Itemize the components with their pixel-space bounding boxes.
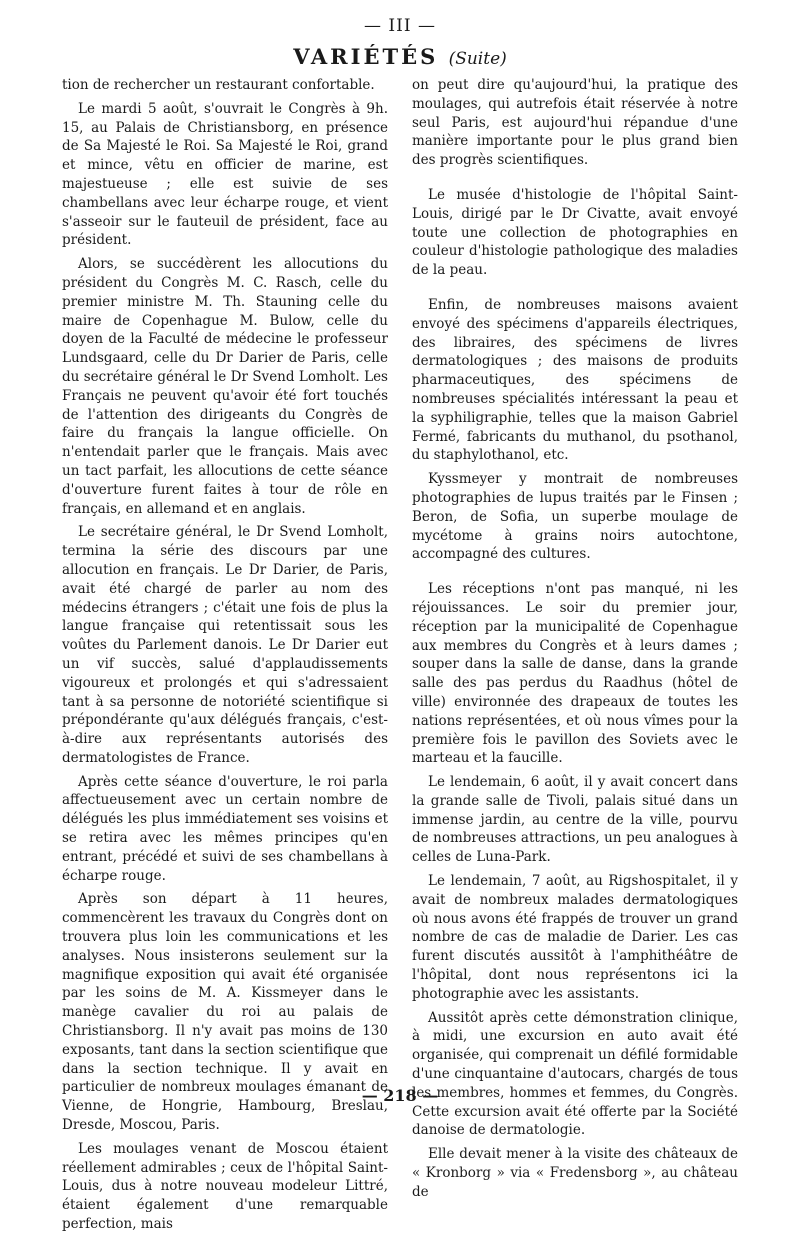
paragraph: Alors, se succédèrent les allocutions du président du Congrès M. C. Rasch, celle du premier ministre M. Th. Stauning celle du maire de Copenhague M. Bulow, celle du doyen de la Faculté de médecine le professeur Lundsgaard, celle du Dr Darier de Paris, celle du secrétaire général le Dr Svend Lomholt. Les Français ne peuvent qu'avoir été fort touchés de l'attention des dirigeants du Congrès de faire du français la langue officielle. On n'entendait parler que le français. Mais avec un tact parfait, les allocutions de cette séance d'ouverture furent faites à tour de rôle en français, en allemand et en anglais. bbox=[62, 256, 388, 517]
paragraph: Les réceptions n'ont pas manqué, ni les réjouissances. Le soir du premier jour, réception par la municipalité de Copenhague aux membres du Congrès et à leurs dames ; souper dans la salle de danse, dans la grande salle des pas perdus du Raadhus (hôtel de ville) environnée des drapeaux de toutes les nations représentées, et où nous vîmes pour la première fois le pavillon des Soviets avec le marteau et la faucille. bbox=[412, 581, 738, 767]
paragraph: Le lendemain, 6 août, il y avait concert dans la grande salle de Tivoli, palais situé dans un immense jardin, au centre de la ville, pourvu de nombreuses attractions, un peu analogues à celles de Luna-Park. bbox=[412, 774, 738, 866]
page-number-top: — III — bbox=[364, 16, 436, 36]
paragraph: Le musée d'histologie de l'hôpital Saint-Louis, dirigé par le Dr Civatte, avait envoyé toute une collection de photographies en couleur d'histologie pathologique des maladies de la peau. bbox=[412, 186, 738, 279]
paragraph: on peut dire qu'aujourd'hui, la pratique des moulages, qui autrefois était réservée à notre seul Paris, est aujourd'hui répandue d'une manière importante pour le plus grand bien des progrès scientifiques. bbox=[412, 77, 738, 169]
paragraph: Le secrétaire général, le Dr Svend Lomholt, termina la série des discours par une allocution en français. Le Dr Darier, de Paris, avait été chargé de parler au nom des médecins étrangers ; c'était une fois de plus la langue française qui retentissait sous les voûtes du Parlement danois. Le Dr Darier eut un vif succès, salué d'applaudissements vigoureux et prolongés et qui s'adressaient tant à sa personne de notoriété scientifique si prépondérante qu'aux délégués français, c'est-à-dire aux représentants autorisés des dermatologistes de France. bbox=[62, 524, 388, 766]
paragraph: Kyssmeyer y montrait de nombreuses photographies de lupus traités par le Finsen ; Beron, de Sofia, un superbe moulage de mycétome à grains noirs autochtone, accompagné des cultures. bbox=[412, 471, 738, 563]
section-title-text: VARIÉTÉS bbox=[293, 44, 439, 69]
section-title-suffix: (Suite) bbox=[448, 49, 507, 69]
paragraph: Le lendemain, 7 août, au Rigshospitalet, il y avait de nombreux malades dermatologiques où nous avons été frappés de trouver un grand nombre de cas de maladie de Darier. Les cas furent discutés aussitôt à l'amphithéâtre de l'hôpital, dont nous représentons ici la photographie avec les assistants. bbox=[412, 873, 738, 1002]
paragraph: Après son départ à 11 heures, commencèrent les travaux du Congrès dont on trouvera plus loin les communications et les analyses. Nous insisterons seulement sur la magnifique exposition qui avait été organisée par les soins de M. A. Kissmeyer dans le manège cavalier du roi au palais de Christiansborg. Il n'y avait pas moins de 130 exposants, tant dans la section scientifique que dans la section technique. Il y avait en particulier de nombreux moulages émanant de Vienne, de Hongrie, Hambourg, Breslau, Dresde, Moscou, Paris. bbox=[62, 891, 388, 1134]
left-column bbox=[62, 76, 388, 1239]
right-column bbox=[412, 76, 738, 1207]
paragraph: Aussitôt après cette démonstration clinique, à midi, une excursion en auto avait été organisée, qui comprenait un défilé formidable d'une cinquantaine d'autocars, chargés de tous les membres, hommes et femmes, du Congrès. Cette excursion avait été offerte par la Société danoise de dermatologie. bbox=[412, 1009, 738, 1139]
paragraph: Enfin, de nombreuses maisons avaient envoyé des spécimens d'appareils électriques, des libraires, des spécimens de livres dermatologiques ; des maisons de produits pharmaceutiques, des spécimens de nombreuses spécialités intéressant la peau et la syphiligraphie, telles que la maison Gabriel Fermé, fabricants du muthanol, du psothanol, du staphylothanol, etc. bbox=[412, 296, 738, 464]
paragraph: tion de rechercher un restaurant confortable. bbox=[62, 77, 375, 93]
paragraph: Les moulages venant de Moscou étaient réellement admirables ; ceux de l'hôpital Saint-Louis, dus à notre nouveau modeleur Littré, étaient également d'une remarquable perfection, mais bbox=[62, 1140, 388, 1233]
paragraph: Elle devait mener à la visite des châteaux de « Kronborg » via « Fredensborg », au château de bbox=[412, 1146, 738, 1200]
page-number-bottom: — 218 — bbox=[361, 1086, 439, 1105]
paragraph: Le mardi 5 août, s'ouvrait le Congrès à 9h. 15, au Palais de Christiansborg, en présence de Sa Majesté le Roi. Sa Majesté le Roi, grand et mince, vêtu en officier de marine, est majestueuse ; elle est suivie de ses chambellans avec leur écharpe rouge, et vient s'asseoir sur le fauteuil de président, face au président. bbox=[62, 100, 388, 249]
paragraph: Après cette séance d'ouverture, le roi parla affectueusement avec un certain nombre de délégués les plus immédiatement ses voisins et se retira avec les mêmes principes qu'en entrant, précédé et suivi de ses chambellans à écharpe rouge. bbox=[62, 773, 388, 884]
section-title bbox=[0, 44, 800, 69]
